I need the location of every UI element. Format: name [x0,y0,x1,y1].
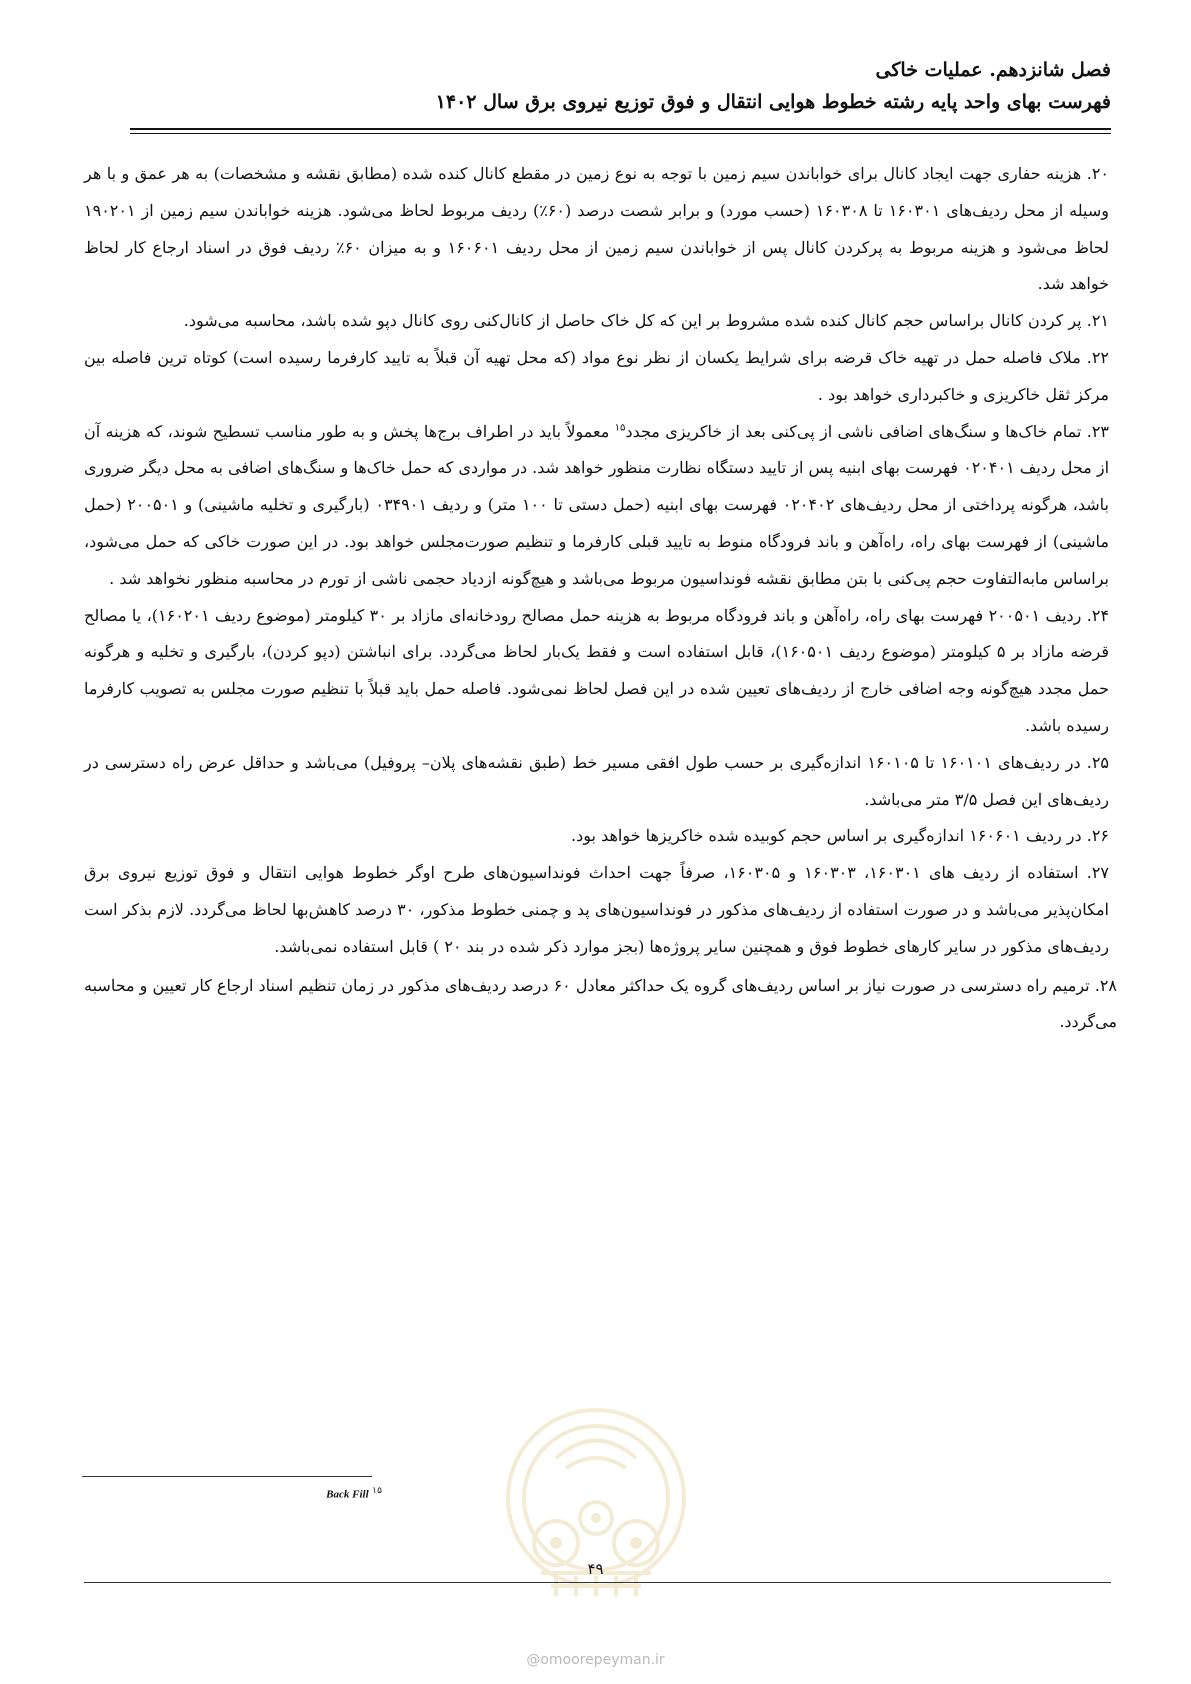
page-number: ۴۹ [587,1560,604,1578]
chapter-title: فصل شانزدهم. عملیات خاکی [875,59,1111,81]
paragraph-27: ۲۷. استفاده از ردیف های ۱۶۰۳۰۱، ۱۶۰۳۰۳ و ۱۶۰۳۰۵، صرفاً جهت احداث فونداسیون‌های طرح اوگر خطوط هوایی انتقال و فوق توزیع نیروی برق امکان‌پذیر می‌باشد و در صورت استفاده از ردیف‌های مذکور در فونداسیون‌های پد و چمنی خطوط مذکور، ۳۰ درصد کاهش‌بها لحاظ می‌گردد. لازم بذکر است ردیف‌های مذکور در سایر کارهای خطوط فوق و همچنین سایر پروژه‌ها (بجز موارد ذکر شده در بند ۲۰ ) قابل استفاده نمی‌باشد. [84,863,1110,956]
document-subtitle: فهرست بهای واحد پایه رشته خطوط هوایی انتقال و فوق توزیع نیروی برق سال ۱۴۰۲ [435,91,1111,113]
paragraph-23-rest: معمولاً باید در اطراف برج‌ها پخش و به طور مناسب تسطیح شوند، که هزینه آن از محل ردیف ۰۲۰۴۰۱ فهرست بهای ابنیه پس از تایید دستگاه نظارت منظور خواهد شد. در مواردی که حمل خاک‌ها و سنگ‌های اضافی به محل دیگر ضروری باشد، هرگونه پرداختی از محل ردیف‌های ۰۲۰۴۰۲ فهرست بهای ابنیه (حمل دستی تا ۱۰۰ متر) و ردیف ۰۳۴۹۰۱ (بارگیری و تخلیه ماشینی) و ۲۰۰۵۰۱ (حمل ماشینی) از فهرست بهای راه، راه‌آهن و باند فرودگاه منوط به تایید قبلی کارفرما و تنظیم صورت‌مجلس خواهد بود. در این صورت خاکی که حمل می‌شود، براساس مابه‌التفاوت حجم پی‌کنی با بتن مطابق نقشه فونداسیون مربوط می‌باشد و هیچ‌گونه ازدیاد حجمی ناشی از تورم در محاسبه منظور نخواهد شد . [84,421,1110,588]
paragraph-20: ۲۰. هزینه حفاری جهت ایجاد کانال برای خواباندن سیم زمین با توجه به نوع زمین در مقطع کانال کنده شده (مطابق نقشه و مشخصات) به هر عمق و با هر وسیله از محل ردیف‌های ۱۶۰۳۰۱ تا ۱۶۰۳۰۸ (حسب مورد) و برابر شصت درصد (۶۰٪) ردیف مربوط لحاظ می‌شود. هزینه خواباندن سیم زمین از ۱۹۰۲۰۱ لحاظ می‌شود و هزینه مربوط به پرکردن کانال پس از خواباندن سیم زمین از محل ردیف ۱۶۰۶۰۱ و به میزان ۶۰٪ ردیف فوق در اسناد ارجاع کار لحاظ خواهد شد. [84,164,1110,294]
page-header [130,54,1111,118]
paragraph-22: ۲۲. ملاک فاصله حمل در تهیه خاک قرضه برای شرایط یکسان از نظر نوع مواد (که محل تهیه آن قبلاً به تایید کارفرما رسیده است) کوتاه ترین فاصله بین مرکز ثقل خاکریزی و خاکبرداری خواهد بود . [84,347,1109,404]
footnote-number: ۱۵ [372,1485,382,1496]
paragraph-23-start: ۲۳. تمام خاک‌ها و سنگ‌های اضافی ناشی از پی‌کنی بعد از خاکریزی مجدد [625,421,1109,441]
paragraph-26: ۲۶. در ردیف ۱۶۰۶۰۱ اندازه‌گیری بر اساس حجم کوبیده شده خاکریزها خواهد بود. [571,826,1109,846]
header-rule-thick [130,128,1111,130]
footnote-rule [82,1476,372,1477]
footnote-reference[interactable]: ۱۵ [614,422,626,434]
watermark-text: @omoorepeyman.ir [526,1652,665,1668]
paragraph-28: ۲۸. ترمیم راه دسترسی در صورت نیاز بر اساس ردیف‌های گروه یک حداکثر معادل ۶۰ درصد ردیف‌های مذکور در زمان تنظیم اسناد ارجاع کار تعیین و محاسبه می‌گردد. [84,975,1117,1032]
paragraph-25: ۲۵. در ردیف‌های ۱۶۰۱۰۱ تا ۱۶۰۱۰۵ اندازه‌گیری بر حسب طول افقی مسیر خط (طبق نقشه‌های پلان– پروفیل) می‌باشد و حداقل عرض راه دسترسی در ردیف‌های این فصل ۳/۵ متر می‌باشد. [84,752,1110,809]
header-rule-thin [130,133,1111,134]
body-text [84,156,1117,1041]
footnote-text: Back Fill [326,1488,369,1501]
paragraph-23 [84,414,1109,598]
footer-rule [84,1582,1111,1583]
paragraph-24: ۲۴. ردیف ۲۰۰۵۰۱ فهرست بهای راه، راه‌آهن و باند فرودگاه مربوط به هزینه حمل مصالح رودخانه‌ای مازاد بر ۳۰ کیلومتر (موضوع ردیف ۱۶۰۲۰۱)، یا مصالح قرضه مازاد بر ۵ کیلومتر (موضوع ردیف ۱۶۰۵۰۱)، قابل استفاده است و فقط یک‌بار لحاظ می‌گردد. برای انباشتن (دپو کردن)، بارگیری و تخلیه و هرگونه حمل مجدد هیچ‌گونه وجه اضافی خارج از ردیف‌های تعیین شده در این فصل لحاظ نمی‌شود. فاصله حمل باید قبلاً با تنظیم صورت مجلس به تصویب کارفرما رسیده باشد. [84,605,1110,735]
footnote [82,1485,382,1501]
paragraph-21: ۲۱. پر کردن کانال براساس حجم کانال کنده شده مشروط بر این که کل خاک حاصل از کانال‌کنی روی کانال دپو شده باشد، محاسبه می‌شود. [183,311,1109,331]
